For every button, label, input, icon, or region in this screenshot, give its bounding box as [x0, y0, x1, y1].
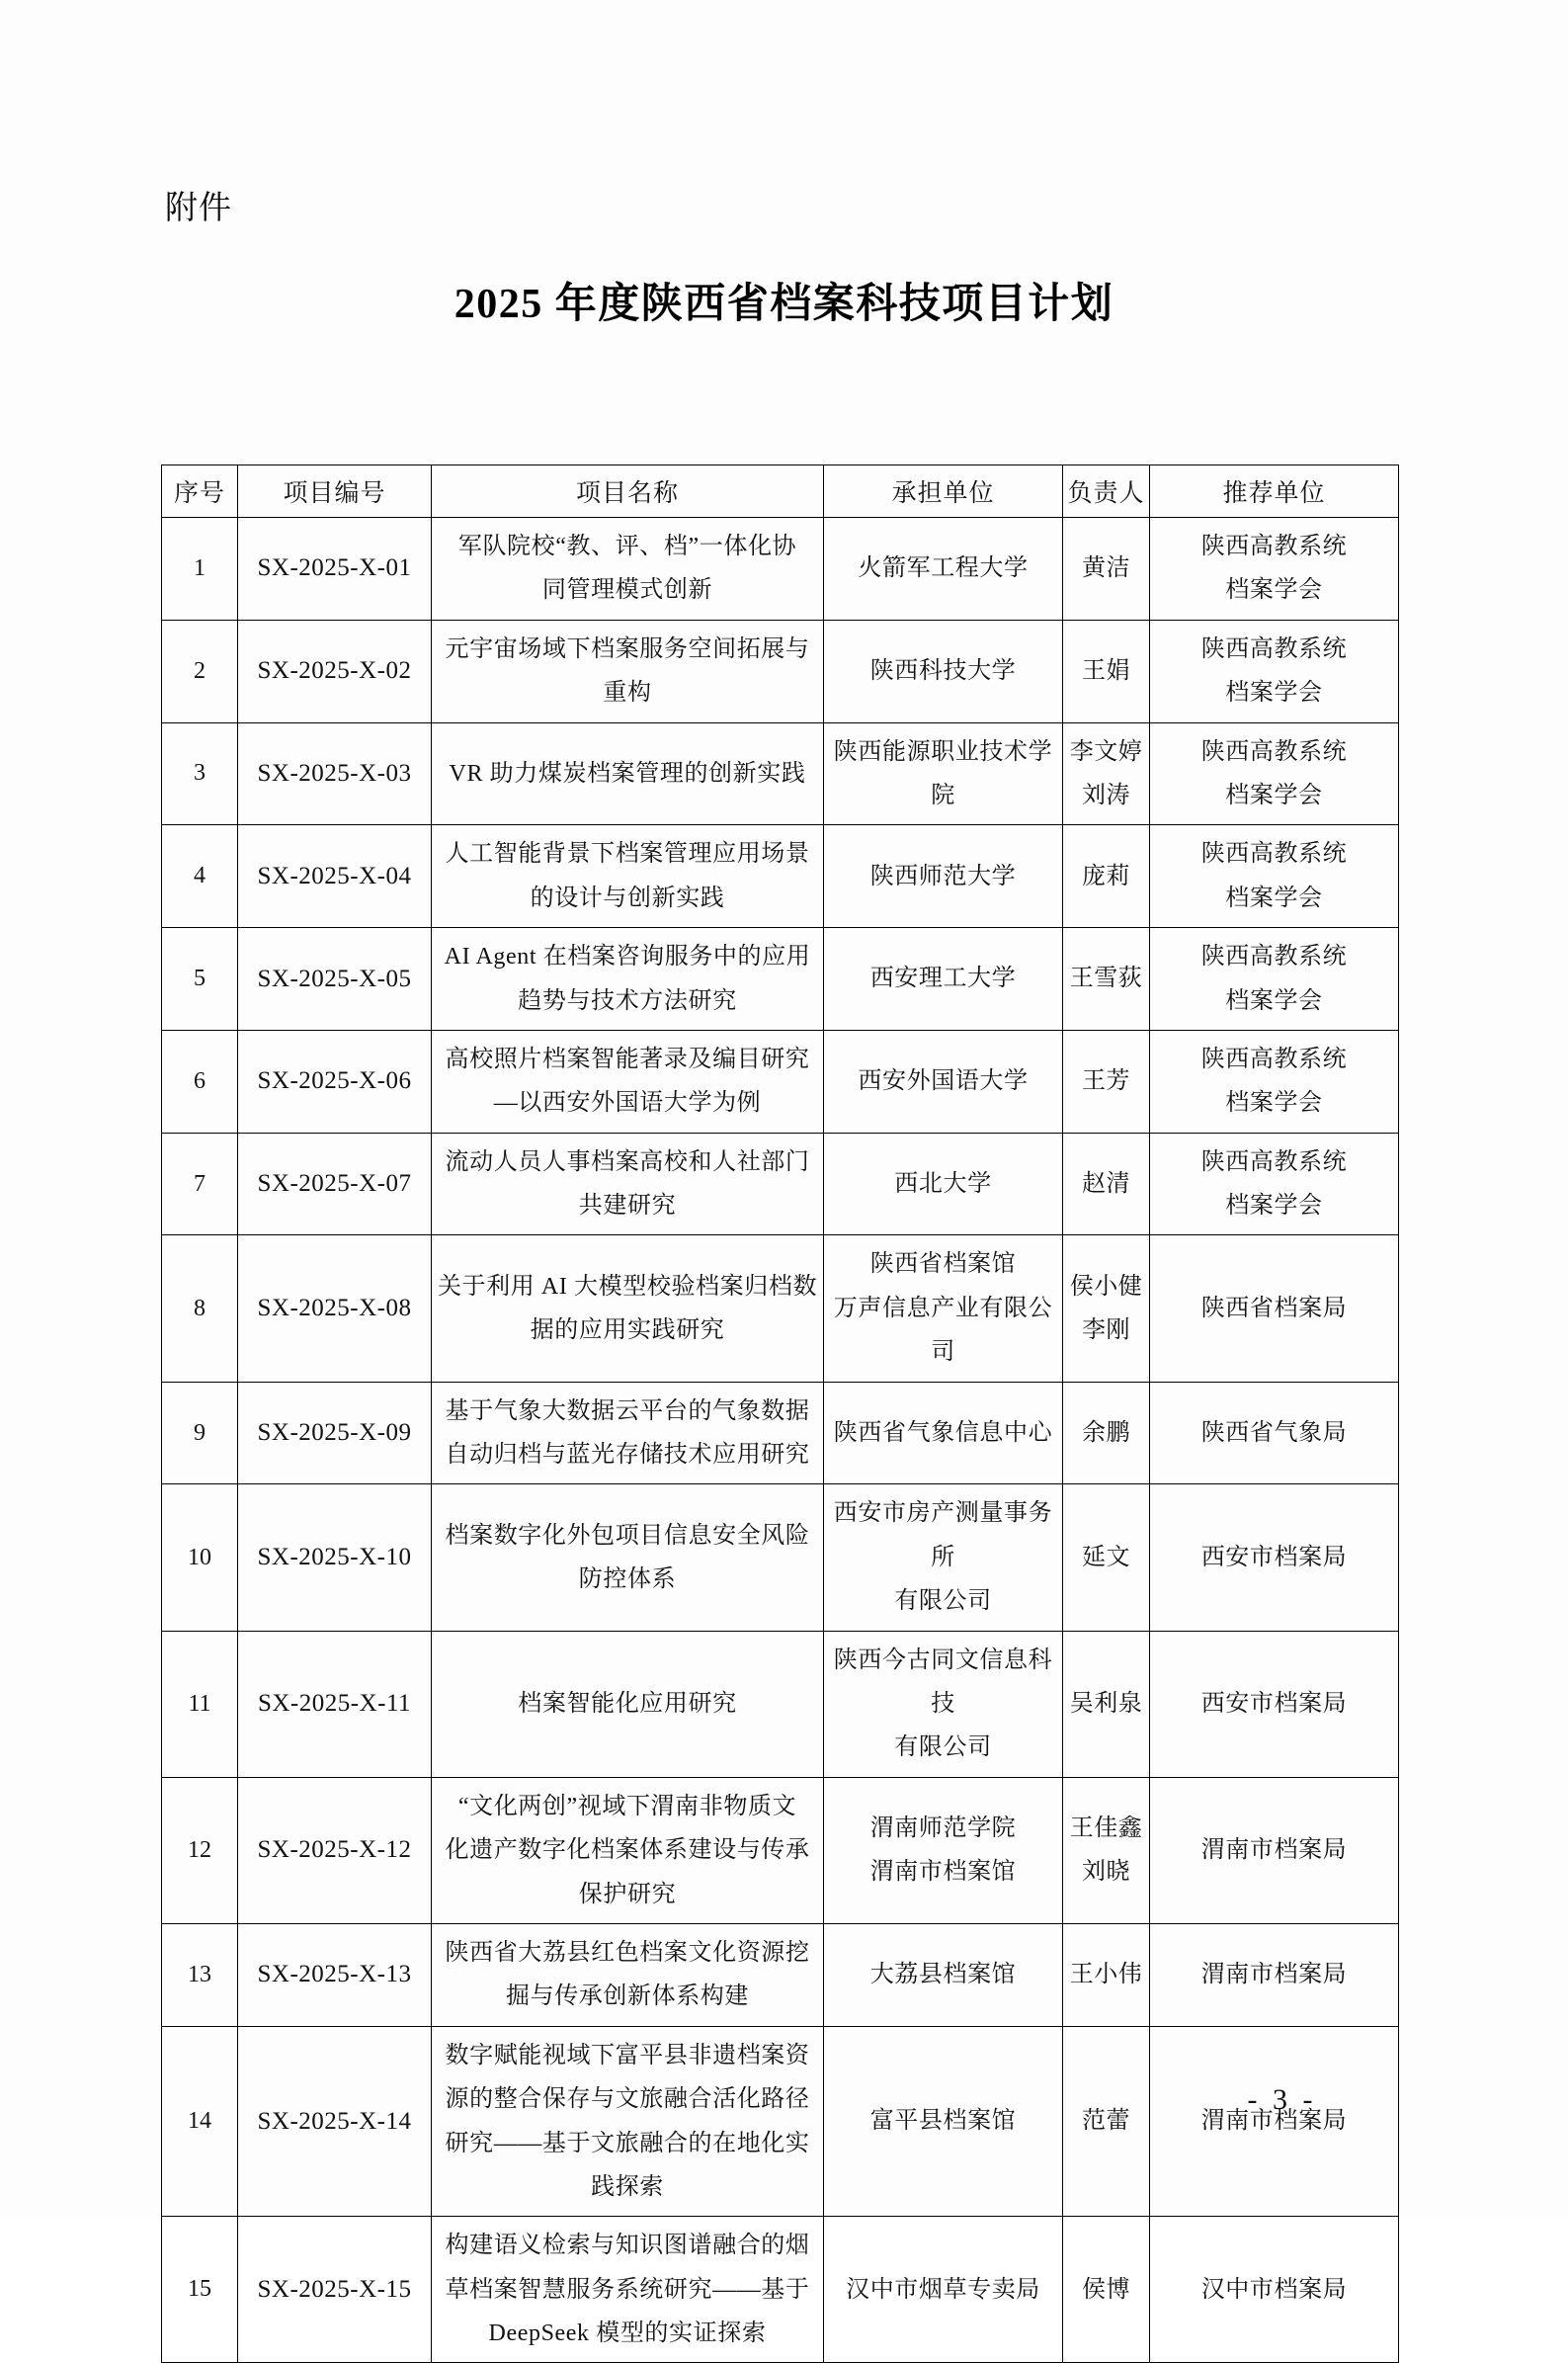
table-cell-rec	[1150, 620, 1399, 722]
table-cell-rec-line: 陕西省档案局	[1200, 1295, 1348, 1321]
table-cell-name	[432, 620, 824, 722]
table-cell-name-line: 研究——基于文旅融合的在地化实	[445, 2130, 810, 2156]
table-cell-seq: 8	[162, 1235, 238, 1382]
table-cell-name-line: 据的应用实践研究	[530, 1317, 725, 1344]
page-number-value: - 3 -	[1247, 2083, 1317, 2116]
table-cell-lead	[1063, 1030, 1150, 1133]
table-cell-seq: 4	[162, 825, 238, 928]
table-cell-lead	[1063, 722, 1150, 825]
table-cell-code: SX-2025-X-13	[238, 1923, 432, 2026]
table-cell-lead-line: 吴利泉	[1069, 1690, 1143, 1717]
table-cell-lead	[1063, 1484, 1150, 1631]
table-cell-org-line: 陕西今古同文信息科技	[833, 1646, 1053, 1717]
column-header-name: 项目名称	[432, 465, 824, 518]
table-cell-code: SX-2025-X-08	[238, 1235, 432, 1382]
table-row	[162, 1382, 1399, 1484]
table-cell-seq: 9	[162, 1382, 238, 1484]
table-cell-name-line: 关于利用 AI 大模型校验档案归档数	[437, 1273, 818, 1300]
table-cell-name-line: 化遗产数字化档案体系建设与传承	[445, 1837, 810, 1864]
table-cell-name-line: 的设计与创新实践	[530, 885, 725, 911]
table-cell-lead	[1063, 620, 1150, 722]
table-cell-rec	[1150, 825, 1399, 928]
table-cell-org	[824, 620, 1063, 722]
table-cell-org	[824, 1923, 1063, 2026]
project-plan-table	[161, 464, 1399, 2363]
table-cell-name-line: VR 助力煤炭档案管理的创新实践	[449, 760, 806, 787]
table-cell-name-line: 源的整合保存与文旅融合活化路径	[445, 2086, 810, 2113]
table-cell-rec-line: 档案学会	[1225, 680, 1323, 707]
table-cell-org	[824, 1133, 1063, 1235]
table-cell-seq: 3	[162, 722, 238, 825]
table-cell-lead-line: 余鹏	[1082, 1419, 1130, 1446]
table-cell-org-line: 陕西省档案馆	[869, 1251, 1017, 1278]
table-cell-rec	[1150, 2217, 1399, 2363]
table-cell-rec	[1150, 1923, 1399, 2026]
table-cell-rec	[1150, 1133, 1399, 1235]
table-cell-org-line: 大荔县档案馆	[869, 1962, 1017, 1988]
table-cell-name	[432, 2026, 824, 2217]
table-cell-name-line: 数字赋能视域下富平县非遗档案资	[445, 2042, 810, 2068]
table-cell-name	[432, 1777, 824, 1923]
table-cell-code: SX-2025-X-12	[238, 1777, 432, 1923]
table-cell-org	[824, 1235, 1063, 1382]
table-cell-name	[432, 518, 824, 621]
table-cell-rec-line: 陕西高教系统	[1200, 738, 1348, 765]
table-cell-org-line: 火箭军工程大学	[858, 555, 1029, 582]
table-cell-lead-line: 延文	[1082, 1544, 1130, 1570]
table-cell-name-line: AI Agent 在档案咨询服务中的应用	[444, 944, 811, 971]
table-cell-org-line: 陕西能源职业技术学院	[833, 738, 1053, 808]
table-cell-lead	[1063, 2026, 1150, 2217]
table-cell-rec	[1150, 1484, 1399, 1631]
table-cell-name	[432, 1030, 824, 1133]
table-cell-org	[824, 1484, 1063, 1631]
column-header-rec: 推荐单位	[1150, 465, 1399, 518]
table-cell-org	[824, 518, 1063, 621]
table-cell-lead-line: 侯博	[1082, 2276, 1130, 2303]
table-cell-seq: 13	[162, 1923, 238, 2026]
table-cell-lead	[1063, 825, 1150, 928]
table-cell-org-line: 万声信息产业有限公司	[833, 1295, 1053, 1366]
table-cell-name	[432, 722, 824, 825]
table-cell-lead	[1063, 2217, 1150, 2363]
column-header-lead: 负责人	[1063, 465, 1150, 518]
table-cell-org-line: 陕西师范大学	[869, 863, 1017, 889]
table-cell-seq: 15	[162, 2217, 238, 2363]
table-cell-org-line: 有限公司	[894, 1734, 992, 1761]
table-cell-seq: 6	[162, 1030, 238, 1133]
table-cell-name-line: 践探索	[591, 2173, 664, 2200]
table-cell-org-line: 陕西省气象信息中心	[833, 1419, 1053, 1446]
table-cell-name-line: 构建语义检索与知识图谱融合的烟	[445, 2233, 810, 2259]
table-row	[162, 518, 1399, 621]
table-cell-name	[432, 1484, 824, 1631]
table-cell-rec	[1150, 2026, 1399, 2217]
table-row	[162, 1777, 1399, 1923]
table-cell-rec	[1150, 1777, 1399, 1923]
table-cell-seq: 1	[162, 518, 238, 621]
table-cell-lead-line: 范蕾	[1082, 2108, 1130, 2135]
table-cell-lead-line: 李刚	[1082, 1317, 1130, 1344]
table-cell-rec-line: 汉中市档案局	[1200, 2276, 1348, 2303]
table-cell-lead-line: 王小伟	[1069, 1962, 1143, 1988]
column-header-seq: 序号	[162, 465, 238, 518]
table-cell-lead-line: 侯小健	[1069, 1273, 1143, 1300]
table-cell-name-line: 元宇宙场域下档案服务空间拓展与	[445, 635, 810, 662]
table-cell-org	[824, 825, 1063, 928]
table-cell-rec	[1150, 1382, 1399, 1484]
table-cell-rec-line: 渭南市档案局	[1200, 1962, 1348, 1988]
table-cell-code: SX-2025-X-09	[238, 1382, 432, 1484]
table-cell-rec-line: 档案学会	[1225, 782, 1323, 808]
table-cell-name-line: 草档案智慧服务系统研究——基于	[445, 2276, 810, 2303]
table-cell-rec-line: 陕西高教系统	[1200, 534, 1348, 559]
table-cell-name-line: 防控体系	[578, 1566, 677, 1592]
table-cell-org	[824, 1777, 1063, 1923]
table-cell-name-line: 重构	[603, 680, 652, 707]
table-cell-seq: 5	[162, 928, 238, 1031]
table-cell-seq: 10	[162, 1484, 238, 1631]
table-cell-rec-line: 档案学会	[1225, 987, 1323, 1014]
table-cell-rec-line: 陕西高教系统	[1200, 1148, 1348, 1175]
table-cell-code: SX-2025-X-01	[238, 518, 432, 621]
table-cell-org	[824, 722, 1063, 825]
table-cell-code: SX-2025-X-11	[238, 1631, 432, 1777]
table-row	[162, 1923, 1399, 2026]
page-title: 2025 年度陕西省档案科技项目计划	[454, 282, 1114, 327]
table-cell-name-line: 陕西省大荔县红色档案文化资源挖	[445, 1939, 810, 1966]
table-cell-lead	[1063, 1631, 1150, 1777]
table-cell-org-line: 富平县档案馆	[869, 2108, 1017, 2135]
table-cell-rec-line: 档案学会	[1225, 577, 1323, 604]
table-cell-rec-line: 档案学会	[1225, 1090, 1323, 1117]
table-cell-seq: 7	[162, 1133, 238, 1235]
table-cell-lead-line: 庞莉	[1082, 863, 1130, 889]
column-header-org: 承担单位	[824, 465, 1063, 518]
table-cell-code: SX-2025-X-06	[238, 1030, 432, 1133]
table-cell-rec-line: 陕西高教系统	[1200, 841, 1348, 868]
table-cell-lead-line: 王佳鑫	[1069, 1814, 1143, 1841]
table-cell-lead	[1063, 928, 1150, 1031]
table-cell-code: SX-2025-X-14	[238, 2026, 432, 2217]
table-cell-name-line: 自动归档与蓝光存储技术应用研究	[445, 1442, 810, 1469]
table-cell-rec	[1150, 1030, 1399, 1133]
table-cell-name-line: 同管理模式创新	[541, 577, 713, 604]
table-cell-lead-line: 黄洁	[1082, 555, 1130, 582]
table-cell-rec-line: 渭南市档案局	[1200, 1837, 1348, 1864]
table-cell-name	[432, 928, 824, 1031]
table-cell-lead-line: 赵清	[1082, 1170, 1130, 1197]
table-cell-name	[432, 1133, 824, 1235]
table-cell-seq: 2	[162, 620, 238, 722]
table-cell-rec	[1150, 1631, 1399, 1777]
table-cell-lead-line: 王芳	[1082, 1068, 1130, 1095]
table-cell-code: SX-2025-X-05	[238, 928, 432, 1031]
table-cell-name-line: 流动人员人事档案高校和人社部门	[445, 1148, 810, 1175]
table-cell-name-line: 人工智能背景下档案管理应用场景	[445, 841, 810, 868]
table-cell-name-line: DeepSeek 模型的实证探索	[488, 2321, 767, 2347]
table-cell-org-line: 陕西科技大学	[869, 657, 1017, 684]
table-cell-lead-line: 刘涛	[1082, 782, 1130, 808]
table-cell-name	[432, 1923, 824, 2026]
page-number-footer	[0, 2083, 1568, 2117]
table-cell-rec	[1150, 1235, 1399, 1382]
table-cell-name	[432, 1631, 824, 1777]
table-cell-name-line: 共建研究	[578, 1193, 677, 1220]
table-cell-name-line: 掘与传承创新体系构建	[506, 1983, 749, 2010]
table-cell-org-line: 渭南师范学院	[869, 1814, 1017, 1841]
table-cell-name-line: 趋势与技术方法研究	[518, 987, 737, 1014]
table-cell-rec	[1150, 722, 1399, 825]
table-row	[162, 1133, 1399, 1235]
table-cell-name-line: 保护研究	[578, 1881, 677, 1907]
column-header-code: 项目编号	[238, 465, 432, 518]
table-row	[162, 1030, 1399, 1133]
table-row	[162, 620, 1399, 722]
table-cell-rec-line: 西安市档案局	[1200, 1544, 1348, 1570]
table-cell-rec-line: 陕西高教系统	[1200, 944, 1348, 971]
table-cell-rec-line: 陕西高教系统	[1200, 635, 1348, 662]
table-row	[162, 1235, 1399, 1382]
table-cell-lead	[1063, 1382, 1150, 1484]
table-cell-name-line: 档案智能化应用研究	[518, 1690, 737, 1717]
table-cell-lead	[1063, 1777, 1150, 1923]
table-cell-lead-line: 李文婷	[1069, 738, 1143, 765]
table-cell-name	[432, 1235, 824, 1382]
table-cell-name-line: —以西安外国语大学为例	[493, 1090, 762, 1117]
table-cell-org-line: 西安理工大学	[869, 966, 1017, 992]
table-cell-org	[824, 2026, 1063, 2217]
table-cell-rec-line: 档案学会	[1225, 1193, 1323, 1220]
table-header-row	[162, 465, 1399, 518]
table-cell-lead	[1063, 1923, 1150, 2026]
table-cell-rec-line: 渭南市档案局	[1200, 2108, 1348, 2135]
attachment-label: 附件	[165, 189, 232, 225]
table-cell-code: SX-2025-X-04	[238, 825, 432, 928]
table-row	[162, 722, 1399, 825]
table-cell-lead-line: 王雪荻	[1069, 966, 1143, 992]
table-cell-org-line: 西安市房产测量事务所	[833, 1500, 1053, 1570]
table-cell-name	[432, 825, 824, 928]
table-cell-code: SX-2025-X-10	[238, 1484, 432, 1631]
table-cell-seq: 11	[162, 1631, 238, 1777]
table-cell-lead	[1063, 518, 1150, 621]
table-cell-code: SX-2025-X-15	[238, 2217, 432, 2363]
table-row	[162, 1631, 1399, 1777]
table-cell-rec-line: 档案学会	[1225, 885, 1323, 911]
table-row	[162, 2026, 1399, 2217]
table-cell-org-line: 西安外国语大学	[858, 1068, 1029, 1095]
table-cell-name-line: 基于气象大数据云平台的气象数据	[445, 1397, 810, 1424]
table-cell-lead-line: 王娟	[1082, 657, 1130, 684]
table-row	[162, 1484, 1399, 1631]
table-cell-code: SX-2025-X-03	[238, 722, 432, 825]
table-row	[162, 2217, 1399, 2363]
table-cell-code: SX-2025-X-02	[238, 620, 432, 722]
project-plan-table-container	[161, 464, 1398, 2363]
table-cell-org	[824, 2217, 1063, 2363]
table-cell-org-line: 汉中市烟草专卖局	[846, 2276, 1040, 2303]
table-cell-name-line: 军队院校“教、评、档”一体化协	[457, 534, 797, 559]
table-cell-lead	[1063, 1133, 1150, 1235]
table-cell-org	[824, 1382, 1063, 1484]
table-cell-org	[824, 928, 1063, 1031]
table-cell-rec	[1150, 928, 1399, 1031]
table-cell-lead-line: 刘晓	[1082, 1859, 1130, 1886]
table-cell-name-line: “文化两创”视域下渭南非物质文	[457, 1793, 797, 1819]
table-cell-org-line: 渭南市档案馆	[869, 1859, 1017, 1886]
table-cell-rec-line: 陕西省气象局	[1200, 1419, 1348, 1446]
table-row	[162, 825, 1399, 928]
table-cell-lead	[1063, 1235, 1150, 1382]
table-cell-org-line: 西北大学	[894, 1170, 992, 1197]
table-cell-name	[432, 1382, 824, 1484]
table-cell-seq: 14	[162, 2026, 238, 2217]
table-cell-seq: 12	[162, 1777, 238, 1923]
table-header	[162, 465, 1399, 518]
table-cell-org	[824, 1030, 1063, 1133]
table-cell-name	[432, 2217, 824, 2363]
table-cell-rec-line: 陕西高教系统	[1200, 1046, 1348, 1072]
table-row	[162, 928, 1399, 1031]
table-cell-rec-line: 西安市档案局	[1200, 1690, 1348, 1717]
table-cell-code: SX-2025-X-07	[238, 1133, 432, 1235]
table-cell-rec	[1150, 518, 1399, 621]
table-cell-name-line: 高校照片档案智能著录及编目研究	[445, 1046, 810, 1072]
table-cell-org-line: 有限公司	[894, 1588, 992, 1615]
table-cell-name-line: 档案数字化外包项目信息安全风险	[445, 1522, 810, 1549]
table-cell-org	[824, 1631, 1063, 1777]
